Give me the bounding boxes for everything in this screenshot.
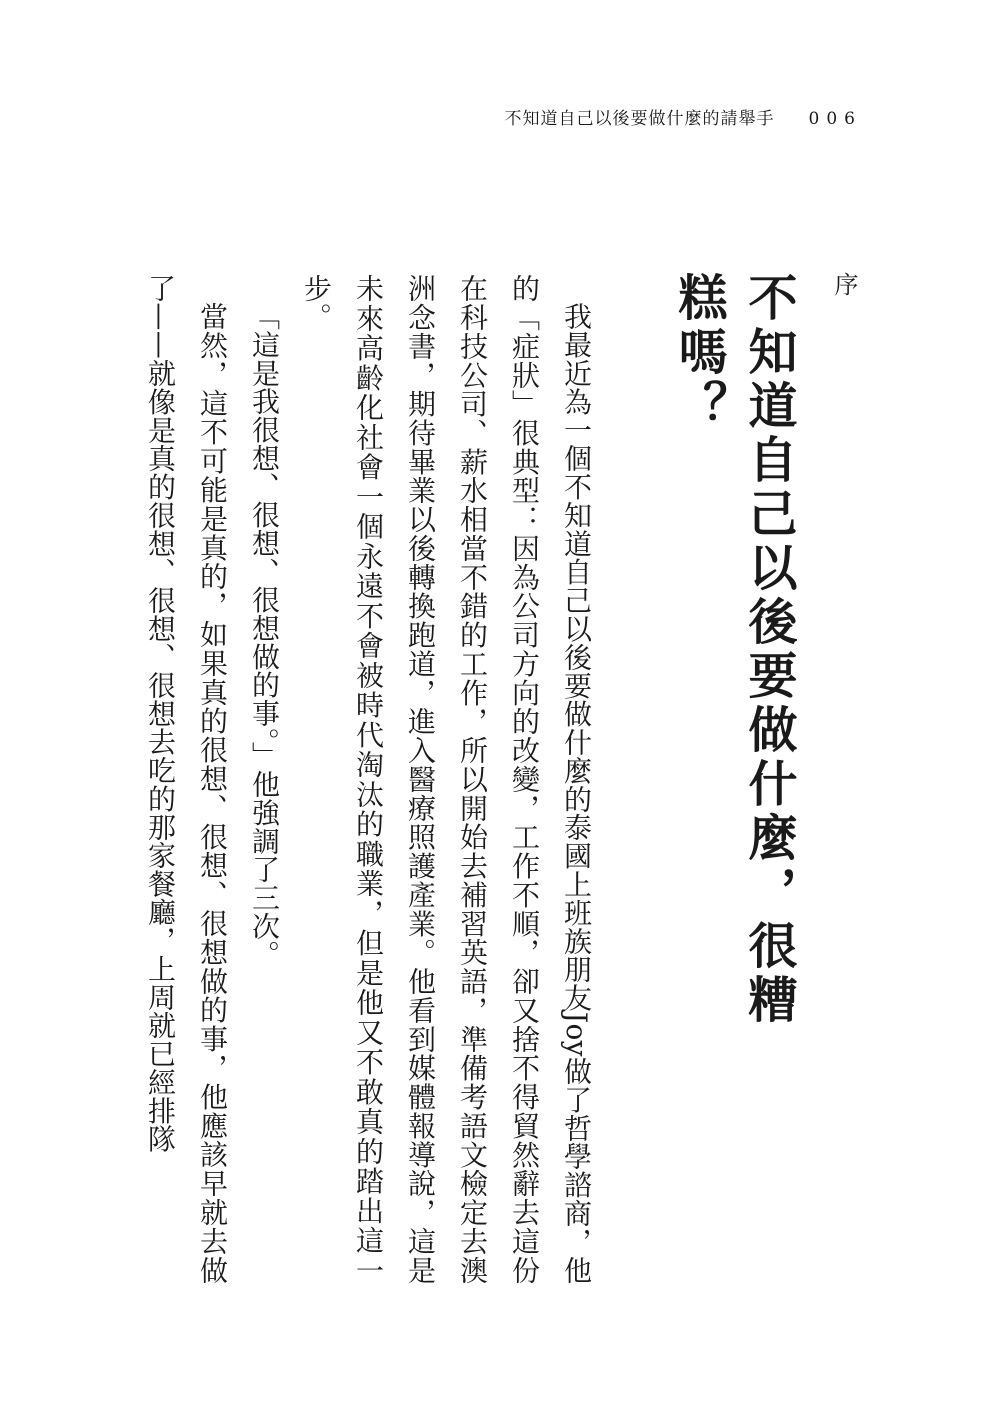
chapter-title: 不知道自己以後要做什麼，很糟糕嗎？ <box>671 272 798 1028</box>
running-head-title: 不知道自己以後要做什麼的請舉手 <box>504 109 775 129</box>
paragraph: 「這是我很想、很想、很想做的事。」他強調了三次。 <box>248 302 281 969</box>
paragraph: 我最近為一個不知道自己以後要做什麼的泰國上班族朋友Joy做了哲學諮商，他的「症狀」很典型：因為公司方向的改變，工作不順，卻又捨不得貿然辭去這份在科技公司、薪水相當不錯的工作，所以開始去補習英語，準備考語文檢定去澳洲念書，期待畢業以後轉換跑道，進入醫療照護產業。他看到媒體報導說，這是未來高齡化社會一個永遠不會被時代淘汰的職業，但是他又不敢真的踏出這一步。 <box>300 274 593 1284</box>
running-head <box>505 104 862 129</box>
page-number: 006 <box>808 109 862 129</box>
body-text <box>132 274 602 1284</box>
paragraph: 當然，這不可能是真的，如果真的很想、很想、很想做的事，他應該早就去做了——就像是真的很想、很想、很想去吃的那家餐廳，上周就已經排隊 <box>144 274 229 1284</box>
section-label: 序 <box>830 272 858 296</box>
